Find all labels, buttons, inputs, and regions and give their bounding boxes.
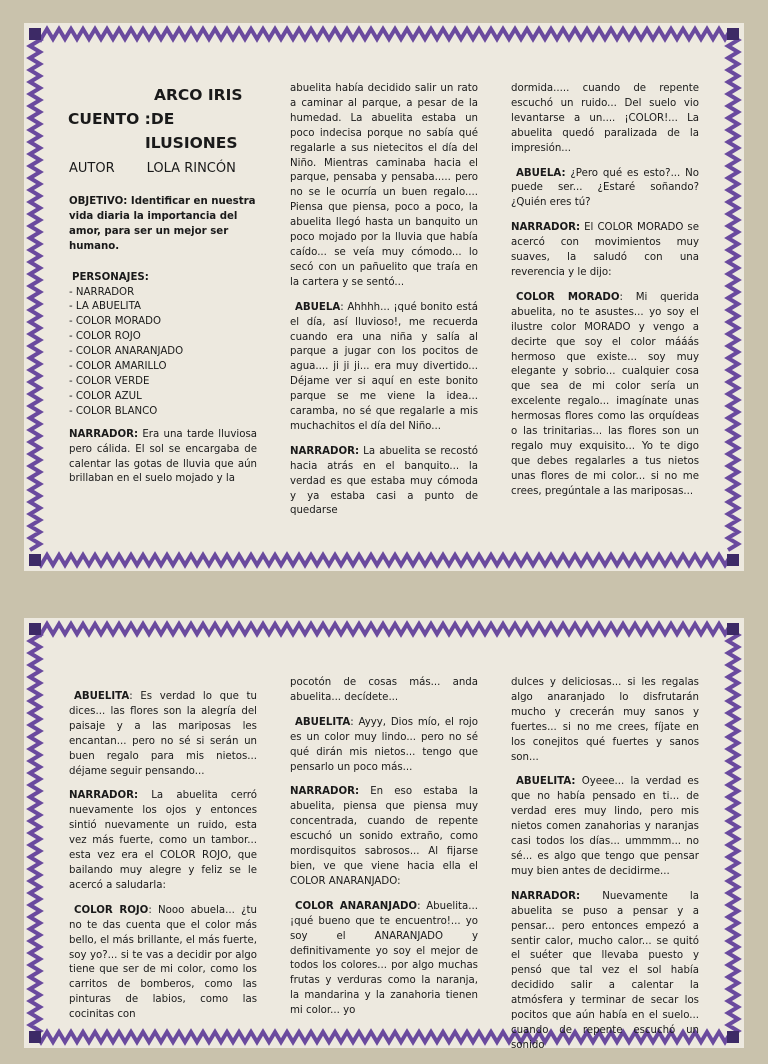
story-title-line1: ARCO IRIS [154,86,243,104]
paragraph [511,221,699,281]
objective-text: Identificar en nuestra vida diaria la importancia del amor, para ser un mejor ser humano. [69,196,256,252]
paragraph: dormida..... cuando de repente escuchó un ruido... Del suelo vio levantarse a un.... ¡COLOR!... La abuelita quedó paralizada de la impresión... [511,83,699,154]
paragraph [511,167,699,212]
zigzag-segment [35,555,731,565]
paragraph-text: ¿Pero qué es esto?... No puede ser... ¿Estaré soñando? ¿Quién eres tú? [511,167,699,209]
paragraph-text: Nuevamente la abuelita se puso a pensar y a pensar... pero entonces empezó a sentir calor, mucho calor... se quitó el suéter que llevaba puesto y pensó que tal vez el sol había decidido salir a calentar la atmósfera y terminar de secar los pocitos que aún había en el suelo... cuando de repente escuchó un sonido [511,890,699,1051]
border-corner [29,28,41,40]
author-line [69,157,236,181]
speaker-label: ABUELA: [516,167,566,179]
border-corner [29,1031,41,1043]
characters-list [69,286,257,420]
column-1 [69,690,257,1033]
paragraph-text: En eso estaba la abuelita, piensa que piensa muy concentrada, cuando de repente escuchó un sonido extraño, como mordisquitos sabrosos... Al fijarse bien, ve que viene hacia ella el COLOR ANARANJADO: [290,786,478,887]
paragraph: dulces y deliciosas... si les regalas algo anaranjado lo disfrutarán mucho y crecerán muy sanos y fuertes... si no me crees, fíjate en los conejitos qué fuertes y sanos son... [511,677,699,763]
paragraph-text: : Abuelita... ¡qué bueno que te encuentro!... yo soy el ANARANJADO y definitivamente yo soy el mejor de todos los colores... por algo muchas frutas y verduras como la naranja, la mandarina y la zanahoria tienen mi color... yo [290,900,478,1017]
document-page-2 [24,618,744,1051]
speaker-label: NARRADOR: [511,222,581,234]
border-corner [29,623,41,635]
speaker-label: ABUELITA: [516,776,576,788]
story-title-line3: ILUSIONES [145,134,238,152]
character-item: - LA ABUELITA [69,301,141,313]
character-item: - COLOR BLANCO [69,405,158,417]
border-corner [727,623,739,635]
paragraph: pocotón de cosas más... anda abuelita... decídete... [290,677,478,703]
speaker-label: NARRADOR: [511,890,581,902]
speaker-label: NARRADOR: [69,790,139,802]
speaker-label: ABUELITA [74,691,130,702]
speaker-label: ABUELA [295,301,341,313]
document-page-1 [24,23,744,571]
character-item: - COLOR MORADO [69,316,161,328]
character-item: - COLOR AZUL [69,390,142,402]
speaker-label: COLOR MORADO [516,291,620,303]
column-3 [511,676,699,1064]
column-2 [290,82,478,529]
border-corner [29,554,41,566]
zigzag-segment [30,34,40,550]
paragraph [69,690,257,779]
paragraph [290,785,478,889]
objective-label: OBJETIVO: [69,196,128,207]
zigzag-segment [35,29,731,39]
paragraph-text: : Ayyy, Dios mío, el rojo es un color muy lindo... pero no sé qué dirán mis nietos... tengo que pensarlo un poco más... [290,716,478,773]
paragraph-text: Oyeee... la verdad es que no había pensado en ti... de verdad eres muy lindo, pero mis nietos comen zanahorias y naranjas casi todos los días... ummmm... no sé... es algo que tengo que pensar muy bien antes de decidirme... [511,776,699,877]
paragraph-text: La abuelita cerró nuevamente los ojos y entonces sintió nuevamente un ruido, esta vez más fuerte, como un tambor... esta vez era el COLOR ROJO, que bailando muy alegre y feliz se le acercó a saludarla: [69,790,257,891]
character-item: - COLOR ROJO [69,331,141,343]
zigzag-segment [728,34,738,550]
characters-label: PERSONAJES: [72,271,149,283]
character-item: - NARRADOR [69,286,135,298]
author-label: AUTOR [69,161,115,176]
paragraph [290,716,478,776]
paragraph: abuelita había decidido salir un rato a caminar al parque, a pesar de la humedad. La abuelita estaba un poco indecisa porque no sabía qué regalarle a sus nietecitos el día del Niño. Mientras caminaba hacia el parque, pensaba y pensaba..... pero no se le ocurría un buen regalo.... Piensa que piensa, poco a poco, la abuelita llegó hasta un banquito un poco mojado por la lluvia que había caído... se veía muy cómodo... lo secó con un pañuelito que traía en la cartera y se sentó... [290,83,478,288]
paragraph [511,291,699,500]
story-label: CUENTO : [68,110,151,128]
zigzag-segment [728,629,738,1037]
zigzag-segment [35,624,731,634]
border-corner [727,28,739,40]
paragraph-text: : Es verdad lo que tu dices... las flores son la alegría del paisaje y a las mariposas les encantan... pero no sé si serán un buen regalo para mis nietos... déjame seguir pensando... [69,691,257,777]
paragraph-text: La abuelita se recostó hacia atrás en el banquito... la verdad es que estaba muy cómoda y ya estaba casi a punto de quedarse [290,445,478,517]
objective [69,195,257,255]
paragraph-text: : Ahhhh... ¡qué bonito está el día, así lluvioso!, me recuerda cuando era una niña y salía al parque a jugar con los pocitos de agua.... ji ji ji... era muy divertido... Déjame ver si aquí en este bonito parque se me viene la idea... caramba, no sé que regalarle a mis muchachitos el día del Niño... [290,301,478,432]
border-corner [727,554,739,566]
story-title-de: DE [150,110,175,128]
speaker-label: COLOR ROJO [74,904,149,916]
paragraph-text: : Nooo abuela... ¿tu no te das cuenta que el color más bello, el más brillante, el más fuerte, soy yo?... si te vas a decidir por algo tiene que ser de mi color, como los carritos de bomberos, como las pinturas de labios, como las cocinitas con [69,904,257,1021]
character-item: - COLOR AMARILLO [69,361,167,373]
speaker-label: COLOR ANARANJADO [295,900,418,912]
paragraph-text: El COLOR MORADO se acercó con movimientos muy suaves, la saludó con una reverencia y le dijo: [511,222,699,278]
zigzag-segment [30,629,40,1037]
speaker-label: ABUELITA [295,716,351,728]
paragraph [511,775,699,879]
speaker-label: NARRADOR: [290,786,360,798]
paragraph [511,890,699,1054]
column-1 [69,195,257,497]
paragraph [69,789,257,893]
paragraph-text: Era una tarde lluviosa pero cálida. El sol se encargaba de calentar las gotas de lluvia que aún brillaban en el suelo mojado y la [69,428,257,485]
paragraph [69,904,257,1023]
character-item: - COLOR ANARANJADO [69,346,184,358]
paragraph-text: : Mi querida abuelita, no te asustes... yo soy el ilustre color MORADO y vengo a decirte que soy el color mááás hermoso que existe... soy muy elegante y sobrio... cualquier cosa que sea de mi color sería un excelente regalo... imagínate unas hermosas flores como las orquídeas o las trinitarias... las flores son un regalo muy exquisito... Yo te digo que debes regalarles a tus nietos unas flores de mi color... si no me crees, pregúntale a las mariposas... [511,291,700,497]
paragraph [290,900,478,1019]
author-name: LOLA RINCÓN [146,161,236,176]
paragraph [290,301,478,435]
speaker-label: NARRADOR: [290,445,360,457]
paragraph [69,428,257,488]
column-2 [290,676,478,1029]
speaker-label: NARRADOR: [69,428,139,440]
paragraph [290,445,478,520]
border-corner [727,1031,739,1043]
story-title-line2 [68,107,174,131]
character-item: - COLOR VERDE [69,375,150,387]
column-3 [511,82,699,510]
